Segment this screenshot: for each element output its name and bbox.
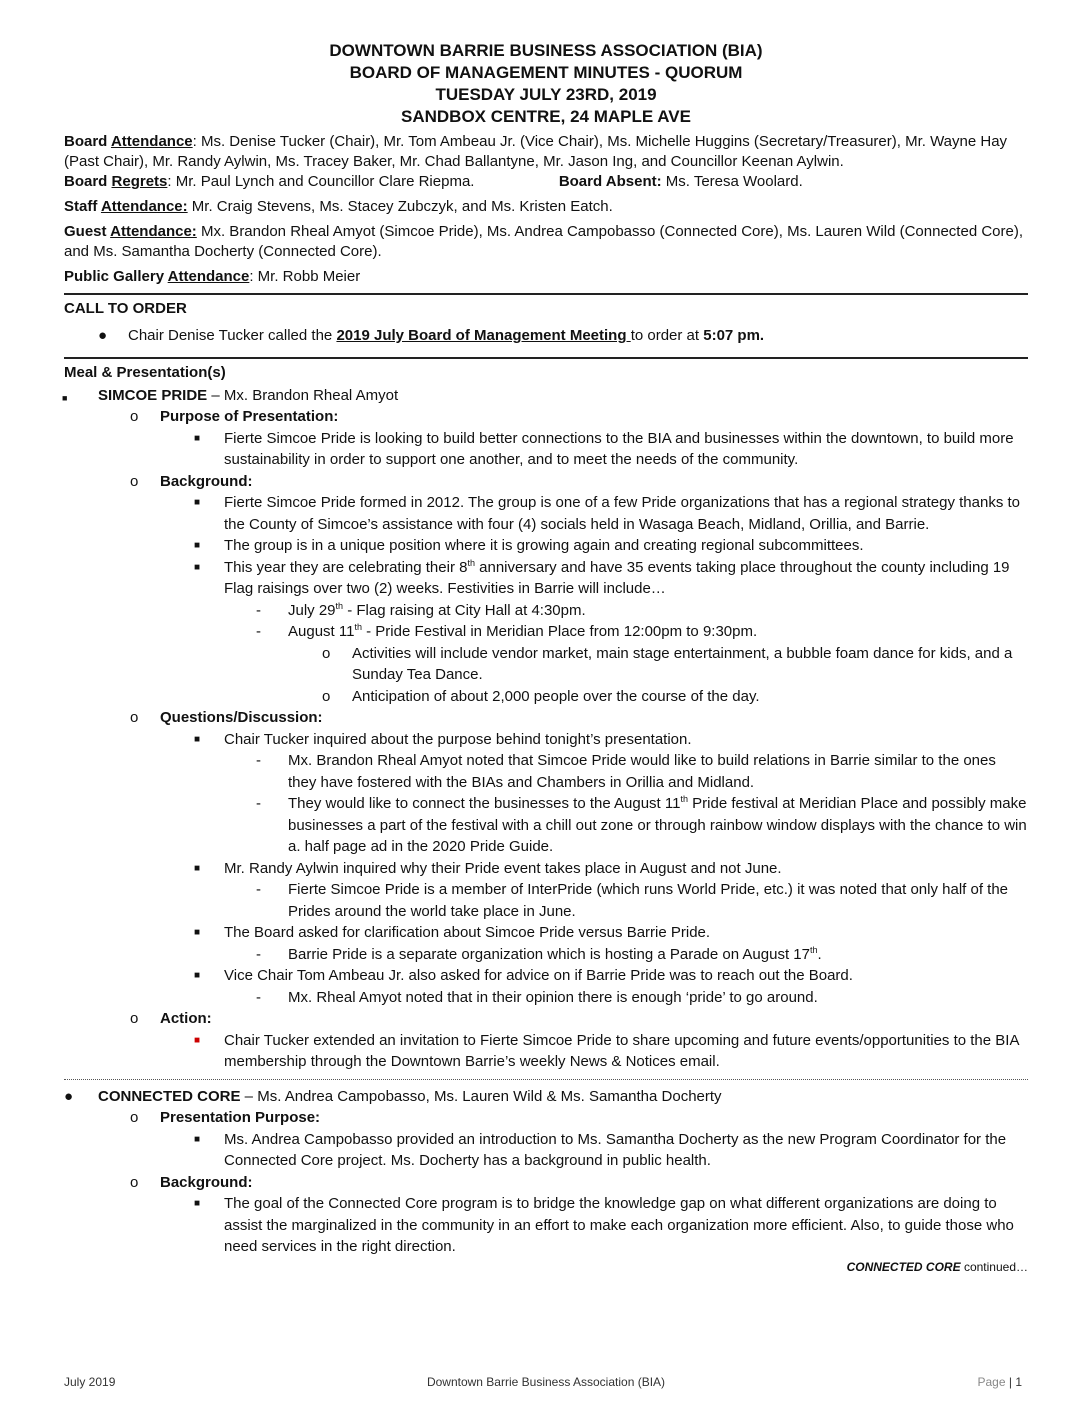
dotted-divider (64, 1079, 1028, 1080)
circle-bullet-icon: o (130, 1010, 139, 1027)
bullet-icon: ● (64, 1087, 74, 1105)
meeting-date: TUESDAY JULY 23RD, 2019 (435, 85, 657, 104)
list-item: - They would like to connect the businesses to the August 11th Pride festival at Meridian Place and possibly make businesses a part of the festival with a chill out zone or through rainbow window displays with the chance to win a. half page ad in the 2020 Pride Guide. (256, 794, 1027, 855)
subsection-label: o Purpose of Presentation: (64, 406, 1028, 428)
circle-bullet-icon: o (130, 408, 139, 425)
square-bullet-icon: ■ (194, 432, 201, 444)
org-title: DOWNTOWN BARRIE BUSINESS ASSOCIATION (BIA) (329, 41, 763, 60)
list-item: - Fierte Simcoe Pride is a member of InterPride (which runs World Pride, etc.) it was noted that only half of the Prides around the world take place in June. (256, 881, 1009, 920)
subsection-label: o Background: (64, 471, 1028, 493)
list-item: - Mx. Rheal Amyot noted that in their opinion there is enough ‘pride’ to go around. (64, 987, 1028, 1009)
square-bullet-icon: ■ (194, 1198, 201, 1209)
list-item: ■ Fierte Simcoe Pride is looking to build better connections to the BIA and businesses within the downtown, to build more sustainability in order to support one another, and to meet the needs of the community. (194, 429, 1014, 468)
board-attendance: Board Attendance: Ms. Denise Tucker (Chair), Mr. Tom Ambeau Jr. (Vice Chair), Ms. Michelle Huggins (Secretary/Treasurer), Mr. Wayne Hay (Past Chair), Mr. Randy Aylwin, Ms. Tracey Baker, Mr. Chad Ballantyne, Mr. Jason Ing, and Councillor Keenan Aylwin. (64, 133, 1008, 170)
page-number: 1 (1015, 1375, 1022, 1389)
circle-bullet-icon: o (322, 644, 331, 662)
circle-bullet-icon: o (130, 709, 139, 726)
red-square-bullet-icon: ■ (194, 1034, 201, 1046)
section-divider (64, 357, 1028, 359)
footer-date: July 2019 (64, 1375, 116, 1389)
circle-bullet-icon: o (130, 1109, 139, 1126)
square-bullet-icon: ■ (194, 733, 201, 745)
dash-bullet-icon: - (256, 795, 261, 812)
meeting-link[interactable]: 2019 July Board of Management Meeting (336, 327, 631, 344)
list-item: ■ This year they are celebrating their 8th anniversary and have 35 events taking place throughout the county including 19 Flag raisings over two (2) weeks. Festivities in Barrie will include… (194, 557, 1010, 597)
square-bullet-icon: ■ (194, 970, 201, 981)
footer-org: Downtown Barrie Business Association (BIA) (426, 1375, 666, 1389)
simcoe-pride-item: ■ SIMCOE PRIDE – Mx. Brandon Rheal Amyot (64, 385, 1028, 407)
subsection-label: o Background: (64, 1172, 1028, 1194)
square-bullet-icon: ■ (194, 927, 201, 938)
square-bullet-icon: ■ (194, 540, 201, 551)
circle-bullet-icon: o (322, 687, 331, 705)
list-item: - Barrie Pride is a separate organization which is hosting a Parade on August 17th. (64, 944, 1028, 966)
section-divider (64, 293, 1028, 295)
dash-bullet-icon: - (256, 601, 261, 619)
dash-bullet-icon: - (256, 988, 261, 1006)
footer-page: Page | 1 (977, 1375, 1022, 1389)
board-absent-label: Board Absent: (558, 173, 662, 190)
list-item: - Mx. Brandon Rheal Amyot noted that Simcoe Pride would like to build relations in Barrie similar to the ones they have fostered with the BIAs and Chambers in Orillia and Midland. (256, 752, 996, 791)
square-bullet-icon: ■ (194, 1133, 201, 1145)
square-bullet-icon: ■ (194, 561, 201, 573)
circle-bullet-icon: o (130, 1173, 139, 1191)
bullet-icon: ● (98, 327, 108, 344)
list-item: ■ Ms. Andrea Campobasso provided an introduction to Ms. Samantha Docherty as the new Program Coordinator for the Connected Core project. Ms. Docherty has a background in public health. (194, 1130, 1007, 1169)
subsection-label: o Action: (64, 1008, 1028, 1030)
continued-note: CONNECTED CORE continued… (846, 1259, 1028, 1274)
list-item: ■ The group is in a unique position where it is growing again and creating regional subcommittees. (64, 535, 1028, 557)
list-item: - July 29th - Flag raising at City Hall at 4:30pm. (64, 600, 1028, 622)
call-to-order-item: ● Chair Denise Tucker called the 2019 July Board of Management Meeting to order at 5:07 pm. (64, 325, 1028, 347)
meal-heading: Meal & Presentation(s) (64, 363, 226, 381)
connected-core-item: ● CONNECTED CORE – Ms. Andrea Campobasso, Ms. Lauren Wild & Ms. Samantha Docherty (64, 1086, 1028, 1108)
list-item: - August 11th - Pride Festival in Meridian Place from 12:00pm to 9:30pm. (64, 621, 1028, 643)
public-attendance: Public Gallery Attendance: Mr. Robb Meier (64, 268, 361, 285)
guest-attendance: Guest Attendance: Mx. Brandon Rheal Amyot (Simcoe Pride), Ms. Andrea Campobasso (Connected Core), Ms. Lauren Wild (Connected Core), and Ms. Samantha Docherty (Connected Core). (64, 223, 1023, 260)
minutes-title: BOARD OF MANAGEMENT MINUTES - QUORUM (349, 63, 743, 82)
minutes-page (64, 40, 1028, 1274)
circle-bullet-icon: o (130, 472, 139, 490)
list-item: ■ Mr. Randy Aylwin inquired why their Pride event takes place in August and not June. (64, 858, 1028, 880)
dash-bullet-icon: - (256, 881, 261, 898)
square-bullet-icon: ■ (194, 862, 201, 874)
list-item: ■ Chair Tucker inquired about the purpose behind tonight’s presentation. (64, 729, 1028, 751)
dash-bullet-icon: - (256, 752, 261, 769)
list-item: ■ The Board asked for clarification about Simcoe Pride versus Barrie Pride. (64, 922, 1028, 944)
list-item: ■ The goal of the Connected Core program is to bridge the knowledge gap on what different organizations are doing to assist the marginalized in the community in an effort to make each organization more efficient. Also, to guide those who need services in the right direction. (194, 1195, 1014, 1255)
attendance-block (64, 132, 1028, 287)
subsection-label: o Presentation Purpose: (64, 1107, 1028, 1129)
list-item: ■ Vice Chair Tom Ambeau Jr. also asked for advice on if Barrie Pride was to reach out the Board. (64, 965, 1028, 987)
document-header (64, 40, 1028, 128)
dash-bullet-icon: - (256, 945, 261, 963)
square-bullet-icon: ■ (194, 497, 201, 508)
board-regrets: Board Regrets: Mr. Paul Lynch and Councillor Clare Riepma. Board Absent: Ms. Teresa Woolard. (64, 173, 803, 190)
subsection-label: o Questions/Discussion: (64, 707, 1028, 729)
list-item: o Activities will include vendor market, main stage entertainment, a bubble foam dance for kids, and a Sunday Tea Dance. (322, 644, 1013, 683)
call-to-order-heading: CALL TO ORDER (64, 300, 187, 317)
staff-attendance: Staff Attendance: Mr. Craig Stevens, Ms. Stacey Zubczyk, and Ms. Kristen Eatch. (64, 198, 613, 215)
square-bullet-icon: ■ (62, 392, 68, 403)
list-item: o Anticipation of about 2,000 people over the course of the day. (64, 686, 1028, 708)
list-item: ■ Fierte Simcoe Pride formed in 2012. The group is one of a few Pride organizations that has a regional strategy thanks to the County of Simcoe’s assistance with four (4) socials held in Wasaga Beach, Midland, Orillia, and Barrie. (194, 494, 1021, 533)
action-item: ■ Chair Tucker extended an invitation to Fierte Simcoe Pride to share upcoming and future events/opportunities to the BIA membership through the Downtown Barrie’s weekly News & Notices email. (194, 1031, 1019, 1070)
dash-bullet-icon: - (256, 623, 261, 640)
meeting-location: SANDBOX CENTRE, 24 MAPLE AVE (401, 107, 691, 126)
